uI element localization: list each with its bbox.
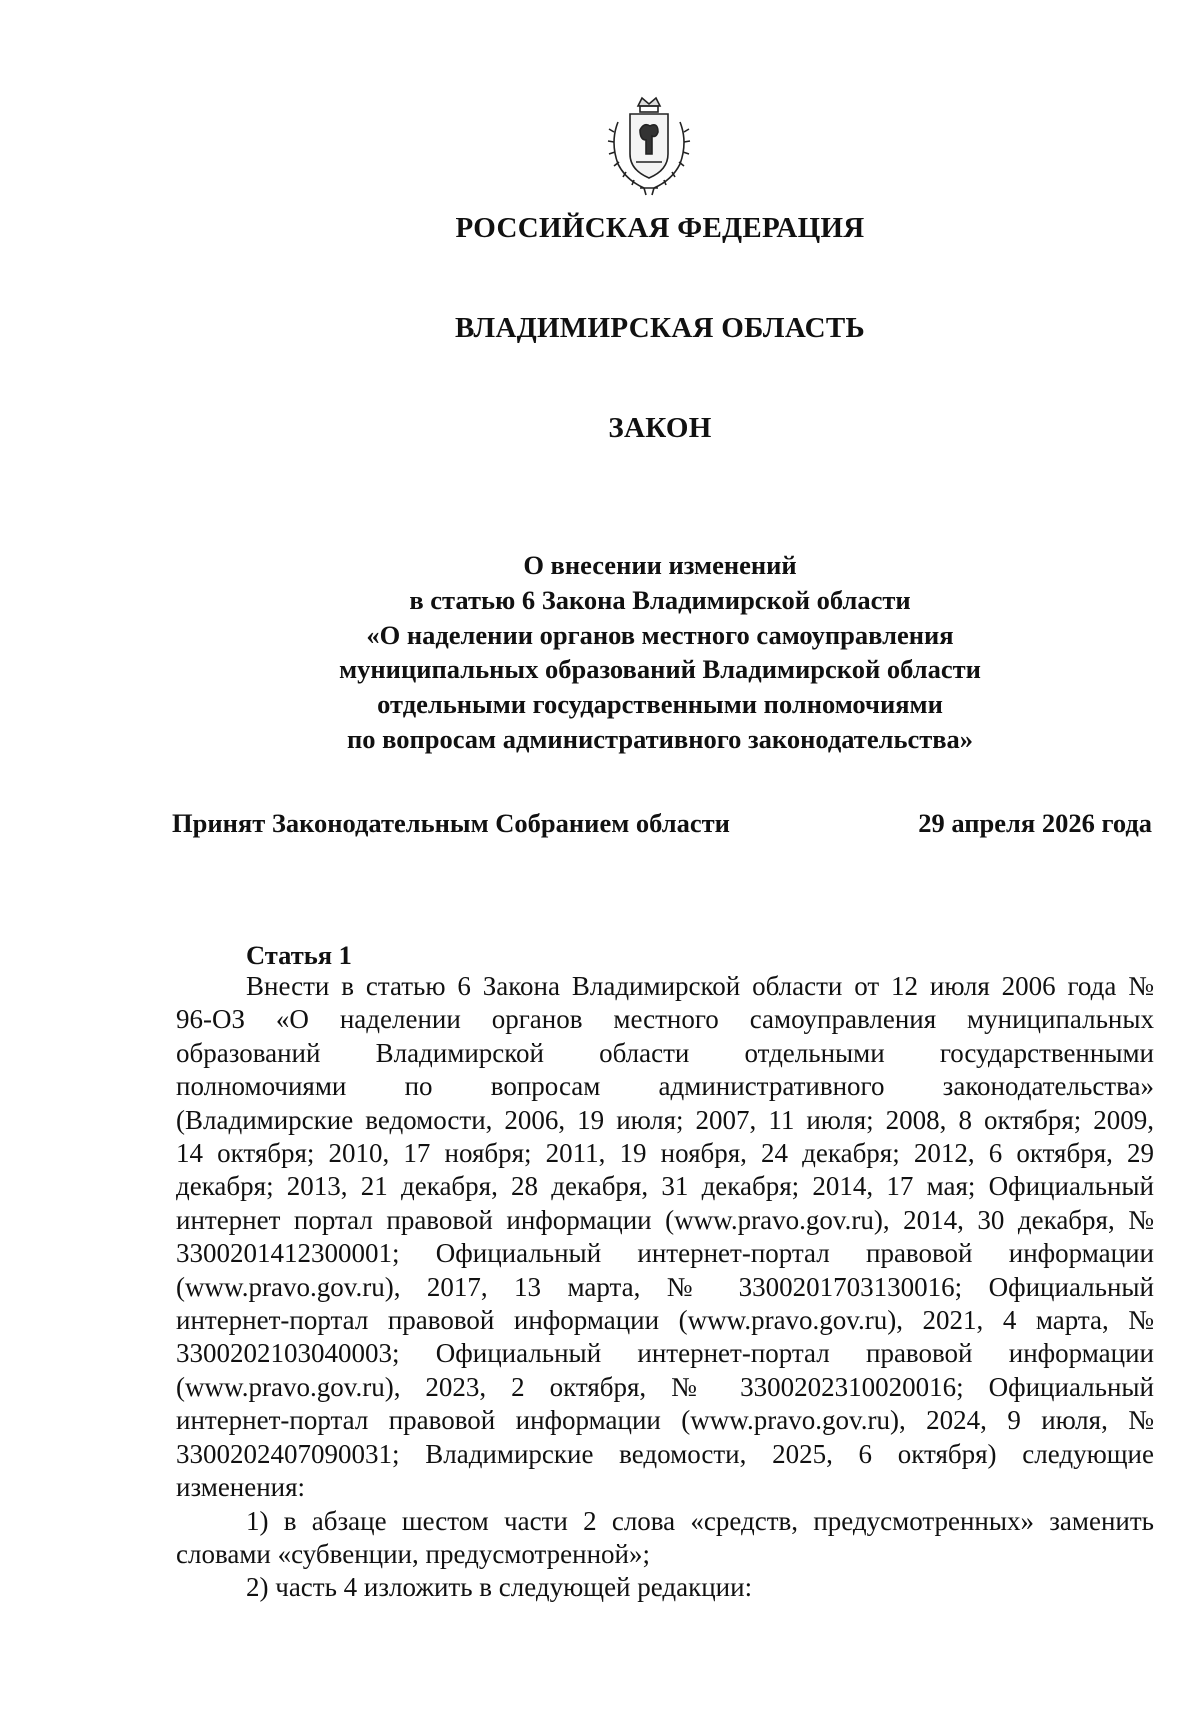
law-title-line: О внесении изменений bbox=[523, 550, 797, 580]
law-title-line: в статью 6 Закона Владимирской области bbox=[409, 584, 911, 615]
law-title-line: муниципальных образований Владимирской области bbox=[339, 654, 981, 685]
body-line: интернет-портал правовой информации (www.pravo.gov.ru), 2024, 9 июля, № bbox=[176, 1405, 1154, 1436]
region-heading: ВЛАДИМИРСКАЯ ОБЛАСТЬ bbox=[455, 312, 865, 344]
article-title: Статья 1 bbox=[246, 940, 352, 970]
country-heading: РОССИЙСКАЯ ФЕДЕРАЦИЯ bbox=[455, 212, 865, 244]
law-title-line: «О наделении органов местного самоуправления bbox=[366, 619, 954, 650]
body-line: 2) часть 4 изложить в следующей редакции: bbox=[246, 1572, 753, 1603]
adoption-date: 29 апреля 2026 года bbox=[918, 808, 1152, 838]
body-line: интернет портал правовой информации (www.pravo.gov.ru), 2014, 30 декабря, № bbox=[176, 1204, 1154, 1235]
body-line: 3300202407090031; Владимирские ведомости, 2025, 6 октября) следующие bbox=[176, 1438, 1154, 1469]
adopted-by: Принят Законодательным Собранием области bbox=[172, 808, 730, 838]
body-line: изменения: bbox=[176, 1472, 306, 1503]
body-line: 96-ОЗ «О наделении органов местного самоуправления муниципальных bbox=[176, 1004, 1154, 1035]
body-line: (www.pravo.gov.ru), 2017, 13 марта, № 3300201703130016; Официальный bbox=[176, 1271, 1154, 1302]
body-line: 14 октября; 2010, 17 ноября; 2011, 19 ноября, 24 декабря; 2012, 6 октября, 29 bbox=[176, 1138, 1154, 1169]
body-line: образований Владимирской области отдельными государственными bbox=[176, 1037, 1154, 1068]
law-title-line: по вопросам административного законодательства» bbox=[346, 723, 974, 754]
article-body bbox=[176, 970, 1154, 1605]
body-line: словами «субвенции, предусмотренной»; bbox=[176, 1538, 650, 1569]
body-line: интернет-портал правовой информации (www.pravo.gov.ru), 2021, 4 марта, № bbox=[176, 1305, 1154, 1336]
body-line: 3300201412300001; Официальный интернет-портал правовой информации bbox=[176, 1238, 1154, 1269]
body-line: Внести в статью 6 Закона Владимирской области от 12 июля 2006 года № bbox=[246, 971, 1154, 1001]
law-title bbox=[300, 548, 1020, 757]
document-type-heading: ЗАКОН bbox=[608, 412, 712, 444]
body-line: декабря; 2013, 21 декабря, 28 декабря, 31 декабря; 2014, 17 мая; Официальный bbox=[176, 1171, 1154, 1202]
body-line: 3300202103040003; Официальный интернет-портал правовой информации bbox=[176, 1338, 1154, 1369]
coat-of-arms-icon bbox=[600, 92, 698, 198]
body-line: (www.pravo.gov.ru), 2023, 2 октября, № 3300202310020016; Официальный bbox=[176, 1371, 1154, 1402]
body-line: (Владимирские ведомости, 2006, 19 июля; 2007, 11 июля; 2008, 8 октября; 2009, bbox=[176, 1104, 1154, 1135]
body-line: полномочиями по вопросам административного законодательства» bbox=[176, 1071, 1154, 1102]
body-line: 1) в абзаце шестом части 2 слова «средств, предусмотренных» заменить bbox=[246, 1505, 1154, 1536]
law-title-line: отдельными государственными полномочиями bbox=[377, 689, 943, 720]
